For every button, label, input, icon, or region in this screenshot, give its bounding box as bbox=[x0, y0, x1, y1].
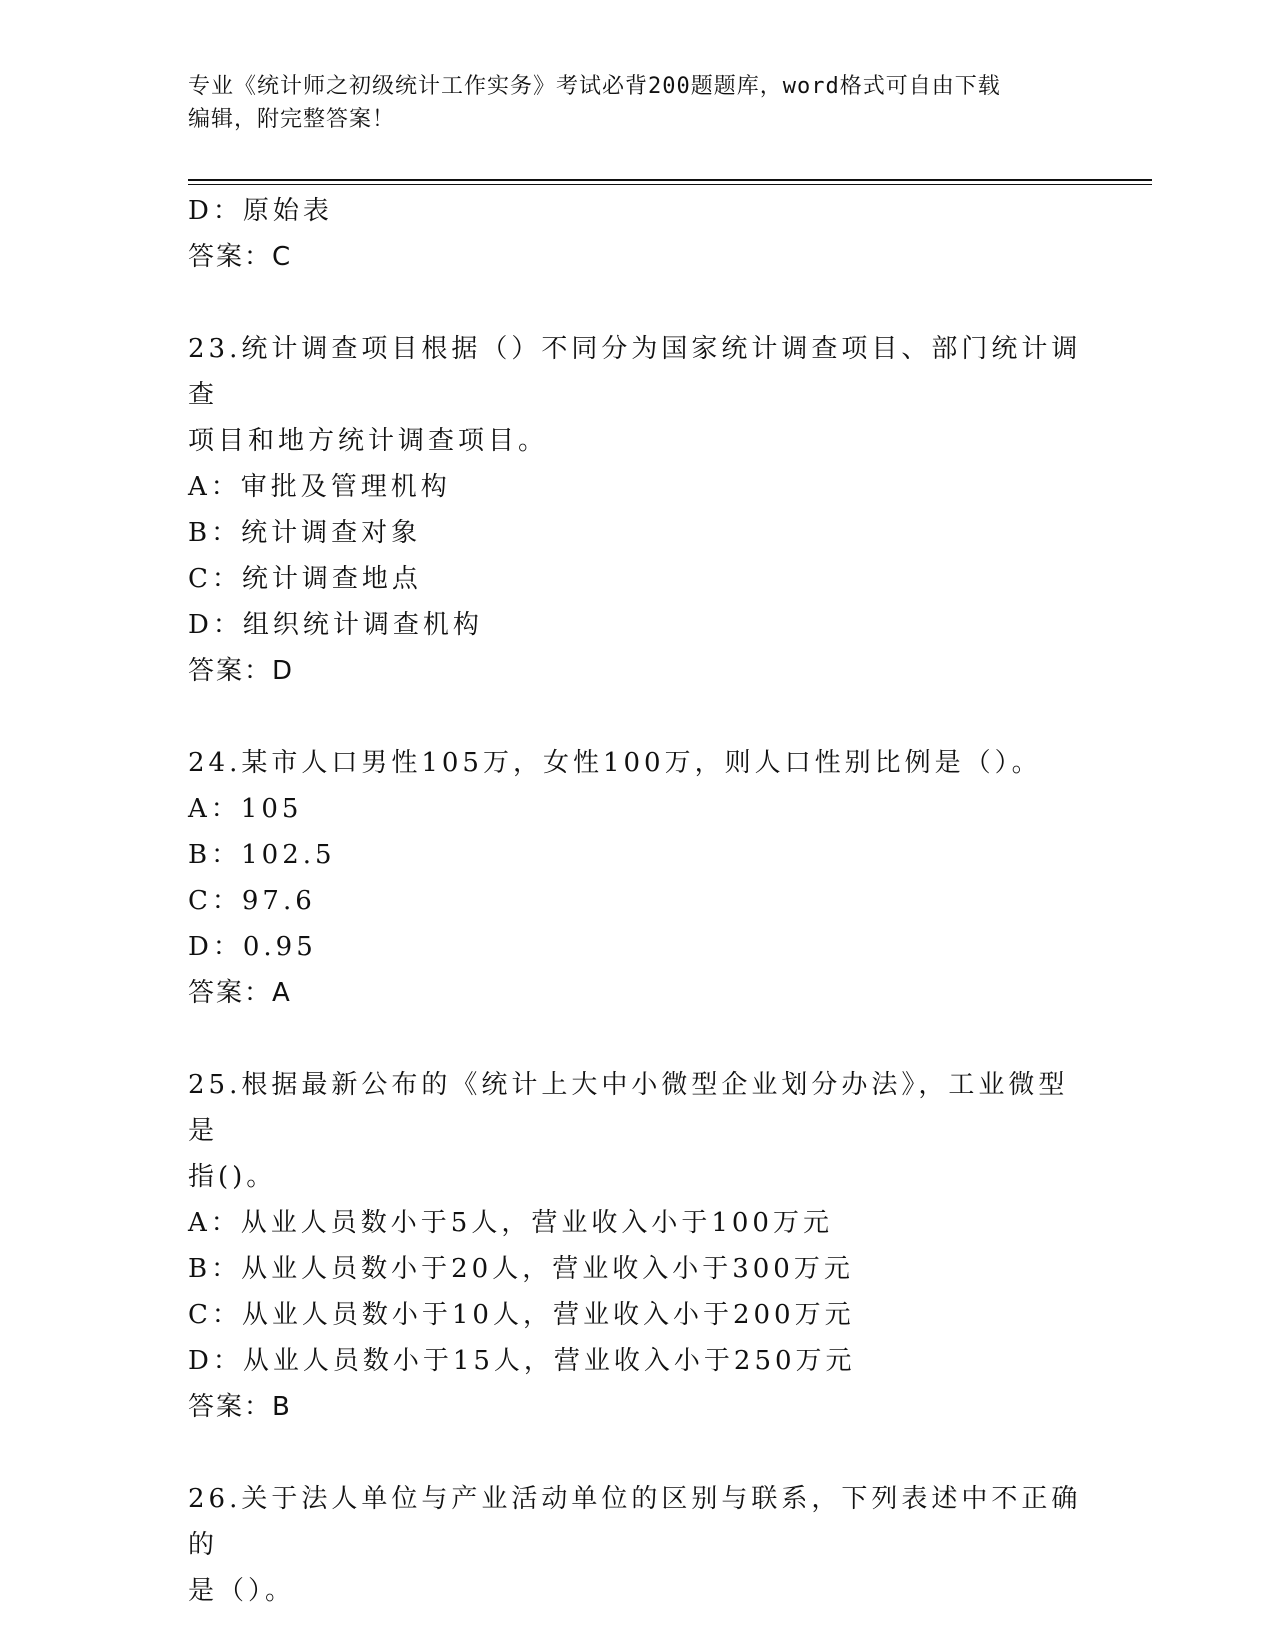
header-divider-thick bbox=[188, 179, 1152, 181]
question-text-line-1: 25.根据最新公布的《统计上大中小微型企业划分办法》，工业微型是 bbox=[188, 1070, 1069, 1146]
option-a: A：从业人员数小于5人，营业收入小于100万元 bbox=[188, 1208, 833, 1238]
question-25 bbox=[188, 1062, 1088, 1430]
option-c: C：从业人员数小于10人，营业收入小于200万元 bbox=[188, 1300, 855, 1330]
question-24 bbox=[188, 740, 1088, 1016]
option-b: B：102.5 bbox=[188, 840, 336, 870]
option-d: D：组织统计调查机构 bbox=[188, 610, 483, 640]
option-c: C：统计调查地点 bbox=[188, 564, 422, 594]
question-26 bbox=[188, 1476, 1088, 1614]
question-text-line-2: 项目和地方统计调查项目。 bbox=[188, 426, 549, 456]
document-header bbox=[188, 70, 1088, 136]
answer-line: 答案：D bbox=[188, 656, 295, 686]
question-text-line-1: 23.统计调查项目根据（）不同分为国家统计调查项目、部门统计调查 bbox=[188, 334, 1082, 410]
question-text-line-1: 26.关于法人单位与产业活动单位的区别与联系，下列表述中不正确的 bbox=[188, 1484, 1082, 1560]
header-title-line-2: 编辑，附完整答案！ bbox=[188, 107, 396, 132]
option-a: A：105 bbox=[188, 794, 303, 824]
spacer bbox=[188, 1016, 1088, 1062]
option-b: B：统计调查对象 bbox=[188, 518, 422, 548]
option-b: B：从业人员数小于20人，营业收入小于300万元 bbox=[188, 1254, 854, 1284]
question-23 bbox=[188, 326, 1088, 694]
header-divider-thin bbox=[188, 184, 1152, 185]
spacer bbox=[188, 280, 1088, 326]
option-d: D：从业人员数小于15人，营业收入小于250万元 bbox=[188, 1346, 856, 1376]
spacer bbox=[188, 694, 1088, 740]
option-d: D：原始表 bbox=[188, 196, 333, 226]
answer-line: 答案：C bbox=[188, 242, 293, 272]
option-d: D：0.95 bbox=[188, 932, 317, 962]
question-text-line-1: 24.某市人口男性105万，女性100万，则人口性别比例是（）。 bbox=[188, 748, 1042, 778]
option-c: C：97.6 bbox=[188, 886, 316, 916]
answer-line: 答案：A bbox=[188, 978, 292, 1008]
question-text-line-2: 指()。 bbox=[188, 1162, 277, 1192]
question-list bbox=[188, 188, 1088, 1614]
question-text-line-2: 是（）。 bbox=[188, 1576, 296, 1606]
question-22-tail bbox=[188, 188, 1088, 280]
option-a: A：审批及管理机构 bbox=[188, 472, 451, 502]
header-title-line-1: 专业《统计师之初级统计工作实务》考试必背200题题库，word格式可自由下载 bbox=[188, 74, 1001, 99]
spacer bbox=[188, 1430, 1088, 1476]
answer-line: 答案：B bbox=[188, 1392, 292, 1422]
